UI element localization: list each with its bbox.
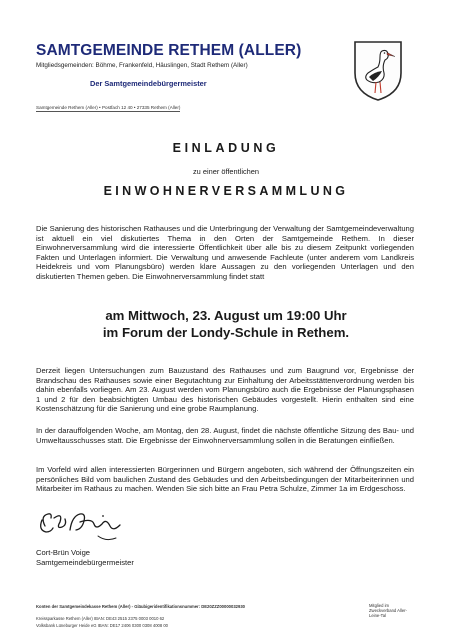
mayor-office-label: Der Samtgemeindebürgermeister xyxy=(90,79,207,88)
signatory-role: Samtgemeindebürgermeister xyxy=(36,558,134,567)
membership-note: Mitglied im Zweckverband Aller-Leine-Tal xyxy=(369,603,407,619)
signatory-name: Cort-Brün Voige xyxy=(36,548,91,557)
event-date: am Mittwoch, 23. August um 19:00 Uhr xyxy=(105,308,347,323)
bank-account-ksk: Kreissparkasse Rethem (Aller) IBAN: DE43 2515 2375 0003 0010 62 xyxy=(36,616,165,621)
municipality-title: SAMTGEMEINDE RETHEM (ALLER) xyxy=(36,42,302,59)
handwritten-signature-icon xyxy=(36,508,132,548)
committee-paragraph: In der darauffolgenden Woche, am Montag, den 28. August, findet die nächste öffentliche Sitzung des Bau- und Umweltausschusses statt. Die Ergebnisse der Einwohnerversammlung sollen in die Beratungen einfließen. xyxy=(36,426,414,445)
bank-account-volksbank: Volksbank Lüneburger Heide eG IBAN: DE17 2406 0300 0308 4008 00 xyxy=(36,623,169,628)
event-title: EINWOHNERVERSAMMLUNG xyxy=(103,184,349,198)
member-municipalities: Mitgliedsgemeinden: Böhme, Frankenfeld, Häuslingen, Stadt Rethem (Aller) xyxy=(36,62,248,69)
sender-address-line: Samtgemeinde Rethem (Aller) • Postfach 12 40 • 27335 Rethem (Aller) xyxy=(36,105,181,110)
event-location: im Forum der Londy-Schule in Rethem. xyxy=(102,325,350,340)
visit-offer-paragraph: Im Vorfeld wird allen interessierten Bürgerinnen und Bürgern angeboten, sich während der Öffnungszeiten ein persönliches Bild vom baulichen Zustand des Gebäudes und den Arbeitsbedingungen der Mitarbeiterinnen und Mitarbeiter im Rathaus zu machen. Wenden Sie sich bitte an Frau Petra Schulze, Zimmer 1a im Erdgeschoss. xyxy=(36,465,414,494)
invitation-title: EINLADUNG xyxy=(172,141,280,155)
invitation-subtitle: zu einer öffentlichen xyxy=(192,167,259,176)
studies-paragraph: Derzeit liegen Untersuchungen zum Bauzustand des Rathauses und zum Baugrund vor, Ergebnisse der Brandschau des Rathauses sowie einer Begutachtung zur Einhaltung der Arbeitsstättenverordnung werden bis dahin ebenfalls vorliegen. Am 23. August werden vom Planungsbüro auch die Ergebnisse der Planungsphasen 1 und 2 für den beabsichtigten Umbau des historischen Gebäudes vorgestellt. Hierin enthalten sind eine Kostenschätzung für die Sanierung und eine grobe Raumplanung. xyxy=(36,366,414,414)
stork-crest-icon xyxy=(352,39,404,102)
bank-accounts-header: Konten der Samtgemeindekasse Rethem (Aller) - Gläubigeridentifikationsnummer: DE20ZZZ00000032930 xyxy=(36,604,245,609)
intro-paragraph: Die Sanierung des historischen Rathauses und die Unterbringung der Verwaltung der Samtgemeindeverwaltung ist aktuell ein viel diskutiertes Thema in den Orten der Samtgemeinde Rethem. In dieser Einwohnerversammlung wird die interessierte Öffentlichkeit über alle bis zu diesem Zeitpunkt vorliegenden Fakten und Unterlagen informiert. Die Verwaltung und anwesende Fachleute (unter anderem vom Landkreis Heidekreis und vom Planungsbüro) werden klare Aussagen zu den vorliegenden Unterlagen und den diskutierten Themen geben. Die Einwohnerversammlung findet statt xyxy=(36,224,414,281)
